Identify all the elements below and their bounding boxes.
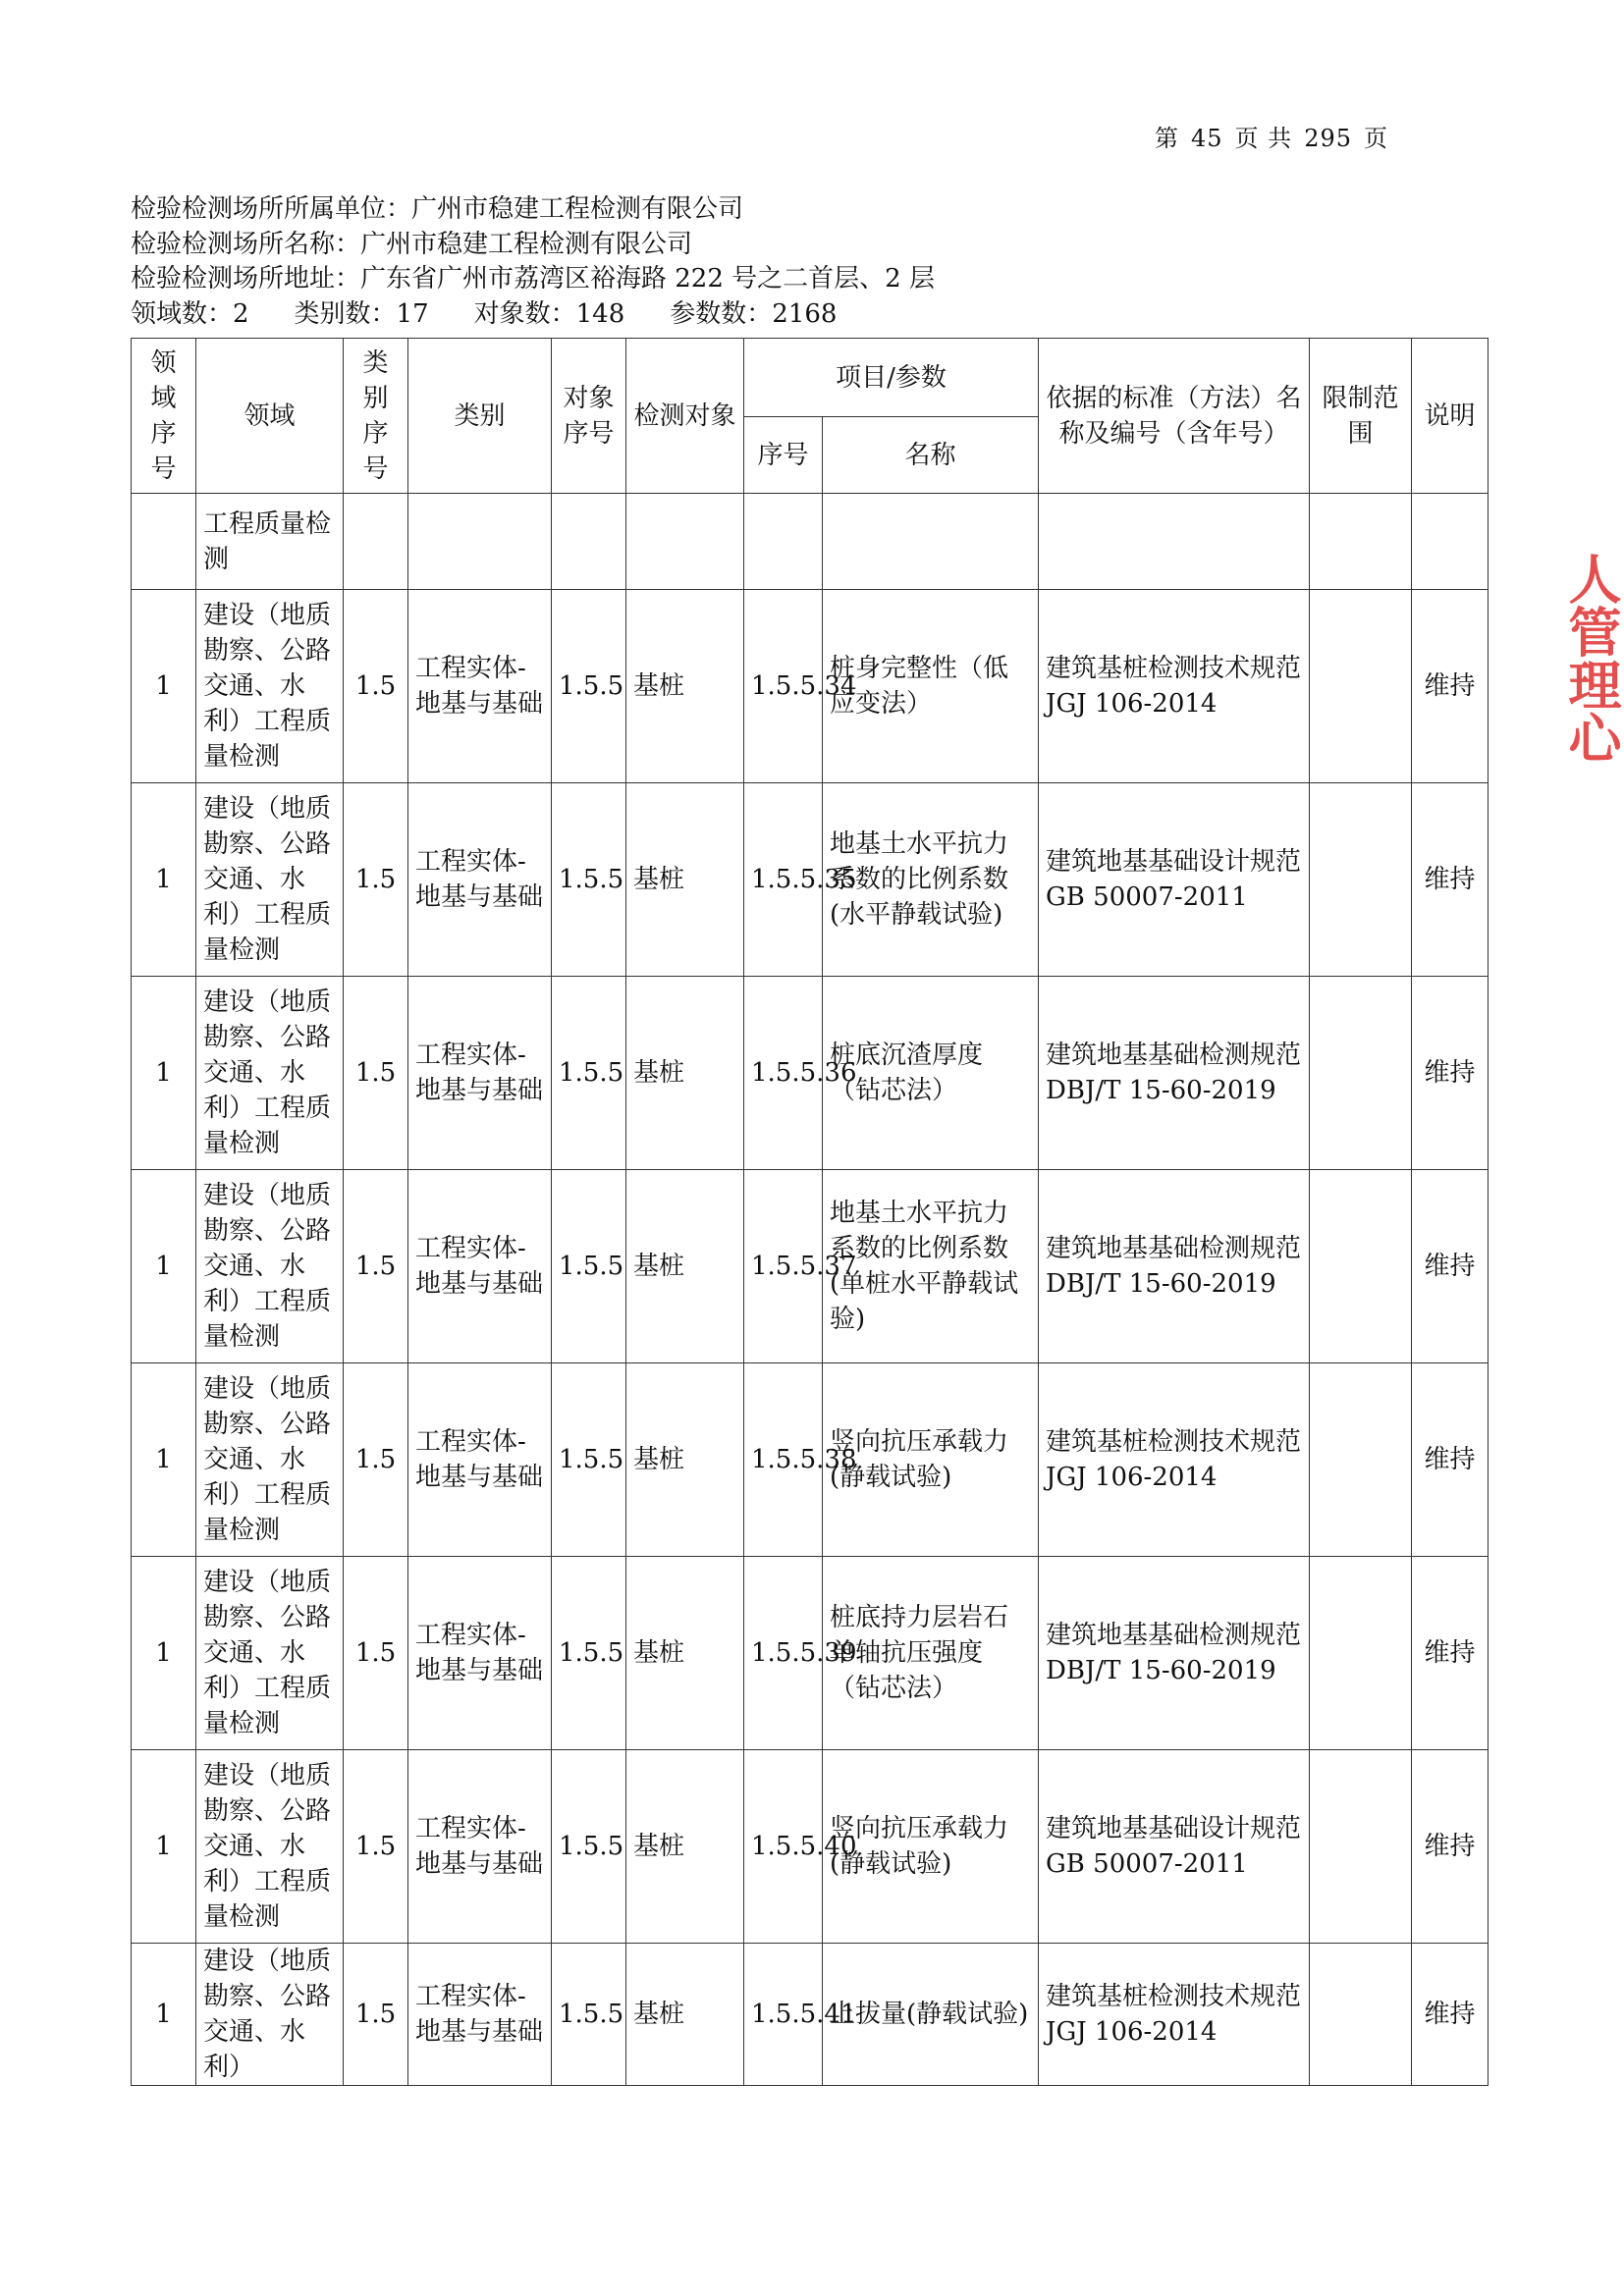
cell-dn: 1 <box>132 1363 196 1557</box>
cell-cat: 工程实体-地基与基础 <box>408 1363 552 1557</box>
cell-note: 维持 <box>1412 1944 1489 2086</box>
cell-obj: 基桩 <box>626 1170 744 1363</box>
cell-pn: 1.5.5.34 <box>744 590 823 783</box>
table-row <box>132 1557 1489 1750</box>
cell-on: 1.5.5 <box>552 1363 626 1557</box>
cell-obj: 基桩 <box>626 1944 744 2086</box>
cell-pn: 1.5.5.35 <box>744 783 823 977</box>
site-name: 检验检测场所名称：广州市稳建工程检测有限公司 <box>131 229 693 259</box>
cell-cn: 1.5 <box>344 783 408 977</box>
table-row <box>132 783 1489 977</box>
cell-pn: 1.5.5.36 <box>744 977 823 1170</box>
header-domain-no: 领域序号 <box>132 339 196 494</box>
table-row <box>132 1170 1489 1363</box>
cell-obj: 基桩 <box>626 1363 744 1557</box>
site-address: 检验检测场所地址：广东省广州市荔湾区裕海路 222 号之二首层、2 层 <box>131 264 935 294</box>
header-object: 检测对象 <box>626 339 744 494</box>
cell-cat: 工程实体-地基与基础 <box>408 1750 552 1944</box>
cell-limit <box>1310 1944 1412 2086</box>
cell-domain: 建设（地质勘察、公路交通、水利）工程质量检测 <box>196 1170 344 1363</box>
cell-on: 1.5.5 <box>552 1170 626 1363</box>
table-cell: 工程质量检测 <box>196 494 344 590</box>
cell-on: 1.5.5 <box>552 1557 626 1750</box>
category-count: 类别数：17 <box>294 298 429 329</box>
cell-limit <box>1310 1557 1412 1750</box>
table-cell <box>132 494 196 590</box>
cell-cat: 工程实体-地基与基础 <box>408 1170 552 1363</box>
cell-domain: 建设（地质勘察、公路交通、水利）工程质量检测 <box>196 1363 344 1557</box>
table-row <box>132 1750 1489 1944</box>
site-info <box>131 192 935 332</box>
cell-name: 上拔量(静载试验) <box>823 1944 1039 2086</box>
cell-name: 桩底沉渣厚度（钻芯法） <box>823 977 1039 1170</box>
table-cell <box>1310 494 1412 590</box>
cell-on: 1.5.5 <box>552 590 626 783</box>
cell-cat: 工程实体-地基与基础 <box>408 1944 552 2086</box>
cell-domain: 建设（地质勘察、公路交通、水利）工程质量检测 <box>196 977 344 1170</box>
cell-note: 维持 <box>1412 590 1489 783</box>
cell-dn: 1 <box>132 1944 196 2086</box>
cell-note: 维持 <box>1412 1557 1489 1750</box>
cell-domain: 建设（地质勘察、公路交通、水利）工程质量检测 <box>196 590 344 783</box>
cell-cn: 1.5 <box>344 1750 408 1944</box>
cell-std: 建筑地基基础检测规范 DBJ/T 15-60-2019 <box>1039 977 1310 1170</box>
page-prefix: 第 <box>1155 125 1179 152</box>
domain-count: 领域数：2 <box>131 298 249 329</box>
cell-limit <box>1310 977 1412 1170</box>
header-item-name: 名称 <box>823 417 1039 494</box>
cell-limit <box>1310 1750 1412 1944</box>
cell-pn: 1.5.5.40 <box>744 1750 823 1944</box>
cell-cat: 工程实体-地基与基础 <box>408 1557 552 1750</box>
cell-name: 竖向抗压承载力(静载试验) <box>823 1363 1039 1557</box>
cell-name: 桩身完整性（低应变法） <box>823 590 1039 783</box>
scope-table <box>131 338 1489 2086</box>
page-number <box>1149 119 1394 153</box>
red-stamp: 人管理心 <box>1560 552 1623 764</box>
page-suffix: 页 <box>1364 125 1388 152</box>
header-item-no: 序号 <box>744 417 823 494</box>
cell-on: 1.5.5 <box>552 977 626 1170</box>
cell-obj: 基桩 <box>626 1557 744 1750</box>
cell-cat: 工程实体-地基与基础 <box>408 590 552 783</box>
cell-domain: 建设（地质勘察、公路交通、水利）工程质量检测 <box>196 1750 344 1944</box>
cell-obj: 基桩 <box>626 1750 744 1944</box>
cell-obj: 基桩 <box>626 977 744 1170</box>
cell-on: 1.5.5 <box>552 1944 626 2086</box>
page-total: 295 <box>1304 125 1352 152</box>
table-cell <box>626 494 744 590</box>
header-object-no: 对象序号 <box>552 339 626 494</box>
cell-on: 1.5.5 <box>552 1750 626 1944</box>
header-limit: 限制范围 <box>1310 339 1412 494</box>
table-row <box>132 977 1489 1170</box>
object-count: 对象数：148 <box>473 298 625 329</box>
cell-dn: 1 <box>132 590 196 783</box>
cell-name: 地基土水平抗力系数的比例系数(单桩水平静载试验) <box>823 1170 1039 1363</box>
site-counts <box>131 297 935 333</box>
table-cell <box>344 494 408 590</box>
cell-domain: 建设（地质勘察、公路交通、水利）工程质量检测 <box>196 1557 344 1750</box>
table-cell <box>1039 494 1310 590</box>
table-row <box>132 494 1489 590</box>
cell-note: 维持 <box>1412 1750 1489 1944</box>
cell-note: 维持 <box>1412 977 1489 1170</box>
cell-pn: 1.5.5.39 <box>744 1557 823 1750</box>
header-category: 类别 <box>408 339 552 494</box>
header-note: 说明 <box>1412 339 1489 494</box>
page-mid: 页 共 <box>1234 125 1293 152</box>
cell-name: 桩底持力层岩石单轴抗压强度（钻芯法） <box>823 1557 1039 1750</box>
header-domain: 领域 <box>196 339 344 494</box>
cell-obj: 基桩 <box>626 590 744 783</box>
table-cell <box>552 494 626 590</box>
cell-cn: 1.5 <box>344 1363 408 1557</box>
cell-std: 建筑基桩检测技术规范 JGJ 106-2014 <box>1039 590 1310 783</box>
header-item: 项目/参数 <box>744 339 1039 417</box>
param-count: 参数数：2168 <box>670 298 838 329</box>
cell-name: 竖向抗压承载力(静载试验) <box>823 1750 1039 1944</box>
cell-pn: 1.5.5.41 <box>744 1944 823 2086</box>
table-cell <box>823 494 1039 590</box>
cell-on: 1.5.5 <box>552 783 626 977</box>
cell-note: 维持 <box>1412 1363 1489 1557</box>
cell-cat: 工程实体-地基与基础 <box>408 783 552 977</box>
page-current: 45 <box>1191 125 1223 152</box>
cell-cat: 工程实体-地基与基础 <box>408 977 552 1170</box>
cell-dn: 1 <box>132 783 196 977</box>
cell-std: 建筑地基基础设计规范 GB 50007-2011 <box>1039 783 1310 977</box>
cell-obj: 基桩 <box>626 783 744 977</box>
cell-pn: 1.5.5.37 <box>744 1170 823 1363</box>
cell-dn: 1 <box>132 1557 196 1750</box>
cell-cn: 1.5 <box>344 1170 408 1363</box>
table-cell <box>408 494 552 590</box>
header-standard: 依据的标准（方法）名称及编号（含年号） <box>1039 339 1310 494</box>
cell-std: 建筑地基基础设计规范 GB 50007-2011 <box>1039 1750 1310 1944</box>
cell-note: 维持 <box>1412 1170 1489 1363</box>
header-category-no: 类别序号 <box>344 339 408 494</box>
cell-std: 建筑地基基础检测规范 DBJ/T 15-60-2019 <box>1039 1557 1310 1750</box>
cell-limit <box>1310 783 1412 977</box>
cell-limit <box>1310 590 1412 783</box>
cell-cn: 1.5 <box>344 1557 408 1750</box>
cell-pn: 1.5.5.38 <box>744 1363 823 1557</box>
cell-cn: 1.5 <box>344 977 408 1170</box>
table-row <box>132 590 1489 783</box>
table-cell <box>1412 494 1489 590</box>
cell-cn: 1.5 <box>344 590 408 783</box>
cell-std: 建筑地基基础检测规范 DBJ/T 15-60-2019 <box>1039 1170 1310 1363</box>
cell-note: 维持 <box>1412 783 1489 977</box>
cell-std: 建筑基桩检测技术规范 JGJ 106-2014 <box>1039 1363 1310 1557</box>
cell-dn: 1 <box>132 1750 196 1944</box>
cell-dn: 1 <box>132 1170 196 1363</box>
table-row <box>132 1363 1489 1557</box>
cell-limit <box>1310 1363 1412 1557</box>
cell-dn: 1 <box>132 977 196 1170</box>
table-cell <box>744 494 823 590</box>
cell-limit <box>1310 1170 1412 1363</box>
cell-domain: 建设（地质勘察、公路交通、水利） <box>196 1944 344 2086</box>
site-unit: 检验检测场所所属单位：广州市稳建工程检测有限公司 <box>131 194 744 224</box>
cell-std: 建筑基桩检测技术规范 JGJ 106-2014 <box>1039 1944 1310 2086</box>
table-row <box>132 1944 1489 2086</box>
cell-cn: 1.5 <box>344 1944 408 2086</box>
cell-domain: 建设（地质勘察、公路交通、水利）工程质量检测 <box>196 783 344 977</box>
cell-name: 地基土水平抗力系数的比例系数(水平静载试验) <box>823 783 1039 977</box>
